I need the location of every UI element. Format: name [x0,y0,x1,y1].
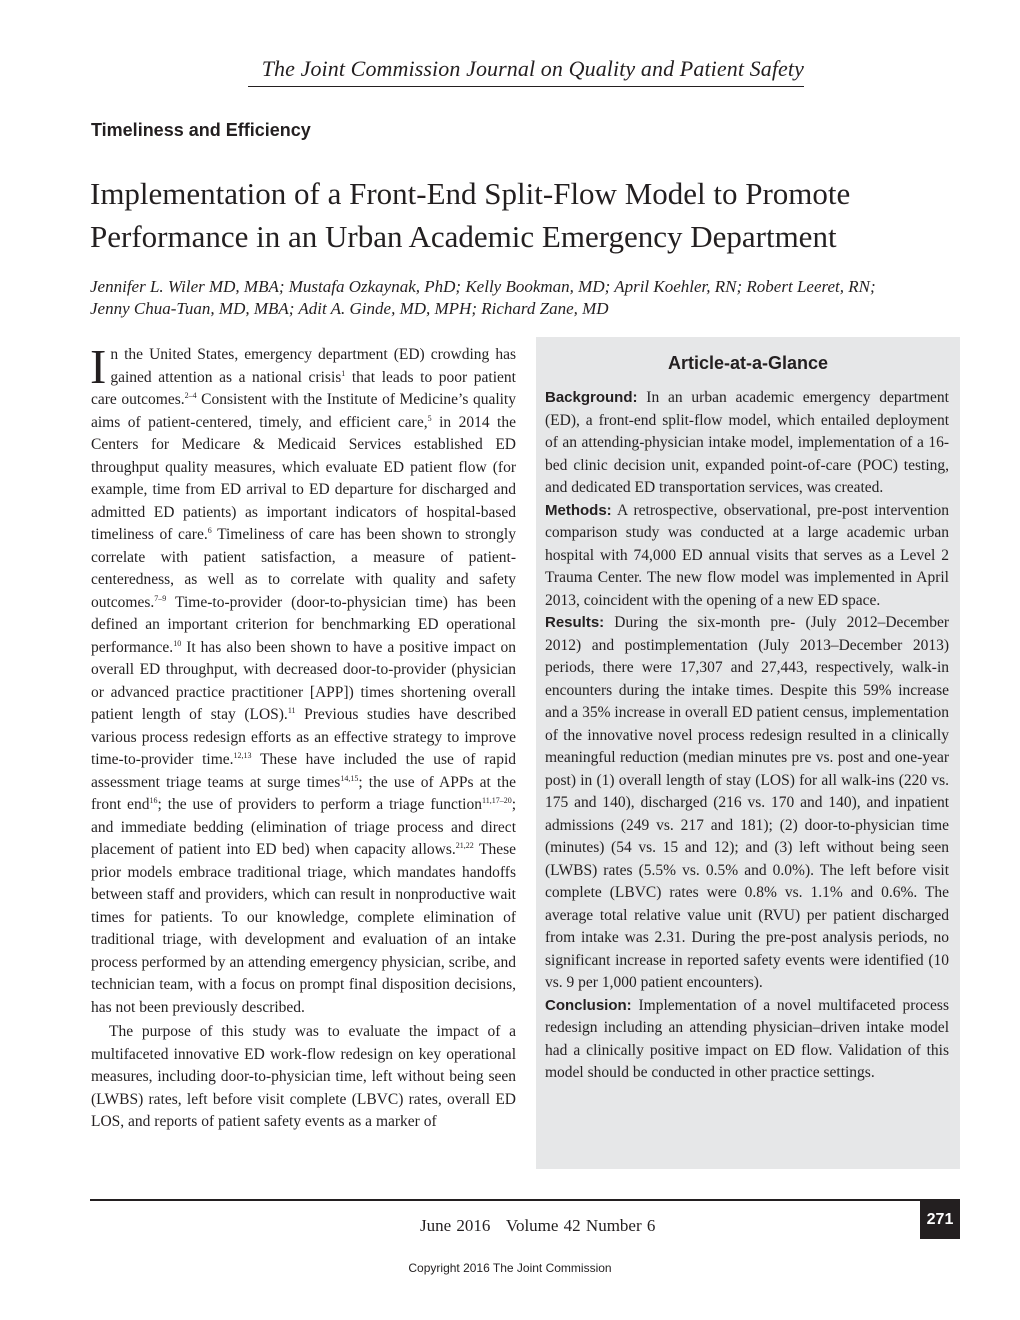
glance-methods [545,500,949,613]
header-rule [248,86,804,87]
title-line-1: Implementation of a Front-End Split-Flow Model to Promote [90,176,851,211]
glance-conclusion [545,995,949,1085]
glance-results-text: During the six-month pre- (July 2012–December 2012) and postimplementation (July 2013–December 2013) periods, there were 17,307 and 27,443, respectively, walk-in encounters during the intake times. Despite this 59% increase and a 35% increase in overall ED patient census, implementation of the innovative novel process redesign resulted in a clinically meaningful reduction (median minutes pre vs. post and one-year post) in (1) overall length of stay (LOS) for all walk-ins (220 vs. 175 and 140), discharged (216 vs. 170 and 140), and inpatient admissions (249 vs. 217 and 181); (2) door-to-physician time (minutes) (54 vs. 15 and 12); and (3) left without being seen (LWBS) rates (5.5% vs. 0.5% and 0.0%). The left before visit complete (LBVC) rates were 0.8% vs. 1.1% and 0.6%. The average total relative value unit (RVU) per patient discharged from intake was 2.31. During the pre-post analysis periods, no significant increase in reported safety events were identified (10 vs. 9 per 1,000 patient encounters). [545,614,949,991]
journal-title: The Joint Commission Journal on Quality and Patient Safety [261,56,804,81]
body-text: Time-to-provider (door-to-physician time) has been defined an important criterion for benchmarking ED operational performance. [91,593,516,656]
glance-results-label: Results: [545,614,605,631]
reference-superscript: 5 [427,413,432,423]
glance-conclusion-label: Conclusion: [545,996,632,1014]
glance-results [545,612,949,995]
article-title [90,172,950,258]
title-line-2: Performance in an Urban Academic Emergency Department [90,219,837,254]
body-text: ; the use of providers to perform a triage function [157,796,482,813]
glance-methods-text: A retrospective, observational, pre-post intervention comparison study was conducted at a large academic urban hospital with 74,000 ED annual visits that serves as a Level 2 Trauma Center. The new flow model was implemented in April 2013, coincident with the opening of a new ED space. [545,501,949,609]
glance-conclusion-text: Implementation of a novel multifaceted process redesign including an attending physician–driven intake model had a clinically positive impact on ED flow. Validation of this model should be conducted in other practice settings. [545,996,949,1081]
reference-superscript: 6 [207,526,212,535]
glance-body [545,387,949,1085]
authors-line-2: Jenny Chua-Tuan, MD, MBA; Adit A. Ginde, MD, MPH; Richard Zane, MD [90,299,609,318]
article-at-a-glance-box [536,337,960,1169]
copyright-notice: Copyright 2016 The Joint Commission [408,1261,612,1275]
reference-superscript: 21,22 [455,841,474,850]
body-text: Timeliness of care has been shown to strongly correlate with patient satisfaction, a measure of patient-centeredness, as well as to correlate with quality and safety outcomes. [91,526,516,611]
body-text: These prior models embrace traditional triage, which mandates handoffs between staff and providers, which can result in nonproductive wait times for patients. To our knowledge, complete elimination of traditional triage, with development and evaluation of an intake process performed by an attending emergency physician, scribe, and technician team, with a focus on prompt final disposition decisions, has not been previously described. [91,841,516,1016]
body-text: that leads to poor patient care outcomes. [91,368,516,408]
body-paragraph-1 [90,339,517,1019]
reference-superscript: 2–4 [184,391,197,400]
body-text: n the United States, emergency department (ED) crowding has gained attention as a national crisis [110,346,516,386]
body-text: It has also been shown to have a positive impact on overall ED throughput, with decreased door-to-provider (physician or advanced practice practitioner [APP]) times shortening overall patient length of stay (LOS). [91,638,516,723]
body-text: Consistent with the Institute of Medicine’s quality aims of patient-centered, timely, and efficient care, [91,391,516,431]
reference-superscript: 10 [173,638,182,648]
glance-title: Article-at-a-Glance [667,353,829,373]
reference-superscript: 1 [341,368,346,378]
author-list [90,276,950,320]
reference-superscript: 11,17–20 [482,796,512,805]
reference-superscript: 16 [149,796,158,805]
body-text-column [90,339,517,1134]
glance-background-text: In an urban academic emergency department (ED), a front-end split-flow model, which entailed deployment of an attending-physician intake model, implementation of a 16-bed clinic decision unit, expanded point-of-care (POC) testing, and dedicated ED transportation services, was created. [545,389,949,496]
reference-superscript: 12,13 [233,751,252,760]
body-text: ; and immediate bedding (elimination of triage process and direct placement of patient into ED bed) when capacity allows. [91,796,517,858]
body-text: Previous studies have described various process redesign efforts as an effective strategy to improve time-to-provider time. [91,706,516,768]
reference-superscript: 11 [287,706,296,715]
drop-cap: I [90,339,107,394]
glance-background-label: Background: [545,389,638,406]
authors-line-1: Jennifer L. Wiler MD, MBA; Mustafa Ozkaynak, PhD; Kelly Bookman, MD; April Koehler, RN; Robert Leeret, RN; [90,277,876,296]
glance-background [545,387,949,500]
issue-info: June 2016 Volume 42 Number 6 [420,1216,656,1235]
glance-methods-label: Methods: [545,501,612,519]
body-text: ; the use of APPs at the front end [91,773,516,813]
body-paragraph-2: The purpose of this study was to evaluate the impact of a multifaceted innovative ED work-flow redesign on key operational measures, including door-to-physician time, left without being seen (LWBS) rates, left before visit complete (LBVC) rates, overall ED LOS, and reports of patient safety events as a marker of [91,1023,516,1130]
footer-rule [90,1199,960,1201]
body-text: These have included the use of rapid assessment triage teams at surge times [91,751,516,791]
reference-superscript: 7–9 [154,593,167,603]
reference-superscript: 14,15 [340,773,359,783]
body-text: in 2014 the Centers for Medicare & Medicaid Services established ED throughput quality measures, which evaluate ED patient flow (for example, time from ED arrival to ED departure for discharged and admitted ED patients) as important indicators of hospital-based timeliness of care. [91,413,516,543]
page-number: 271 [920,1201,960,1239]
section-label: Timeliness and Efficiency [91,120,311,140]
